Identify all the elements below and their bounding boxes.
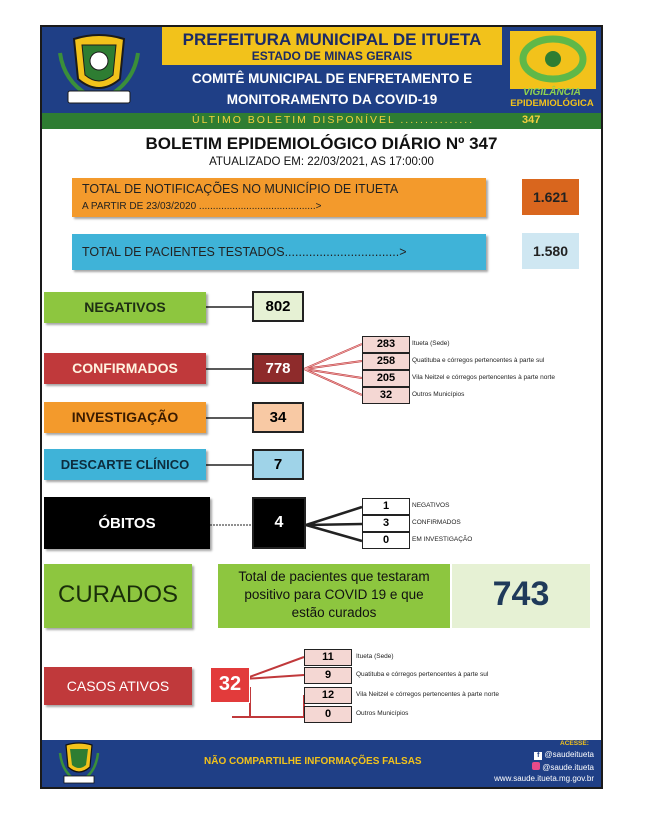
header-state: ESTADO DE MINAS GERAIS	[251, 49, 413, 63]
facebook-handle: @saudeitueta	[544, 750, 594, 759]
active-south-label: Quatituba e córregos pertencentes à parte sul	[356, 671, 489, 678]
confirmed-north-label: Vila Neitzel e córregos pertencentes à parte norte	[412, 374, 555, 381]
tested-label: TOTAL DE PACIENTES TESTADOS.................................>	[82, 245, 407, 259]
last-bulletin-number: 347	[522, 114, 541, 126]
bulletin-updated: ATUALIZADO EM: 22/03/2021, AS 17:00:00	[209, 156, 434, 168]
deaths-investigation-label: EM INVESTIGAÇÃO	[412, 536, 473, 543]
cured-description: Total de pacientes que testaram positivo para COVID 19 e que estão curados	[238, 569, 430, 620]
deaths-value: 4	[252, 497, 306, 549]
active-other-value: 0	[304, 706, 352, 723]
confirmed-south-value: 258	[362, 353, 410, 370]
instagram-handle: @saude.itueta	[542, 763, 594, 772]
active-north-value: 12	[304, 687, 352, 704]
header-committee-line2: MONITORAMENTO DA COVID-19	[226, 92, 438, 107]
deaths-negative-value: 1	[362, 498, 410, 515]
confirmed-other-label: Outros Municípios	[412, 391, 465, 398]
confirmed-value: 778	[252, 353, 304, 384]
active-north-label: Vila Neitzel e córregos pertencentes à parte norte	[356, 691, 499, 698]
bulletin-frame	[40, 25, 603, 789]
notifications-value: 1.621	[522, 179, 579, 215]
active-value: 32	[210, 667, 250, 703]
cured-label: CURADOS	[57, 581, 178, 608]
active-sede-value: 11	[304, 649, 352, 666]
footer-instagram[interactable]	[482, 762, 594, 772]
logo-text-epidemiologica: EPIDEMIOLÓGICA	[510, 98, 594, 109]
active-label: CASOS ATIVOS	[66, 678, 170, 694]
confirmed-sede-value: 283	[362, 336, 410, 353]
active-other-label: Outros Municípios	[356, 710, 409, 717]
instagram-icon	[532, 762, 540, 770]
deaths-confirmed-value: 3	[362, 515, 410, 532]
confirmed-north-value: 205	[362, 370, 410, 387]
deaths-label: ÓBITOS	[98, 515, 156, 532]
notifications-label-line2: A PARTIR DE 23/03/2020 ..........................................>	[82, 201, 322, 212]
clinical-discard-label: DESCARTE CLÍNICO	[60, 457, 190, 472]
header-committee-line1: COMITÊ MUNICIPAL DE ENFRETAMENTO E	[191, 71, 473, 86]
investigation-label: INVESTIGAÇÃO	[71, 409, 179, 425]
logo-text-vigilancia: VIGILÂNCIA	[523, 87, 581, 98]
confirmed-south-label: Quatituba e córregos pertencentes à parte sul	[412, 357, 545, 364]
footer-warning: NÃO COMPARTILHE INFORMAÇÕES FALSAS	[204, 756, 422, 767]
notifications-label-line1: TOTAL DE NOTIFICAÇÕES NO MUNICÍPIO DE ITUETA	[82, 182, 399, 196]
footer-facebook[interactable]	[482, 750, 594, 760]
confirmed-sede-label: Itueta (Sede)	[412, 340, 450, 347]
footer-acesse: ACESSE:	[560, 740, 589, 747]
tested-value: 1.580	[522, 233, 579, 269]
footer-website[interactable]: www.saude.itueta.mg.gov.br	[494, 774, 594, 783]
deaths-investigation-value: 0	[362, 532, 410, 549]
footer-crest-icon	[58, 741, 100, 785]
bulletin-title: BOLETIM EPIDEMIOLÓGICO DIÁRIO Nº 347	[145, 134, 498, 153]
negatives-value: 802	[252, 291, 304, 322]
deaths-confirmed-label: CONFIRMADOS	[412, 519, 461, 526]
cured-value: 743	[492, 575, 550, 613]
header-title: PREFEITURA MUNICIPAL DE ITUETA	[182, 30, 482, 49]
negatives-label: NEGATIVOS	[84, 299, 166, 315]
confirmed-label: CONFIRMADOS	[72, 360, 178, 376]
confirmed-other-value: 32	[362, 387, 410, 404]
active-sede-label: Itueta (Sede)	[356, 653, 394, 660]
clinical-discard-value: 7	[252, 449, 304, 480]
active-south-value: 9	[304, 667, 352, 684]
last-bulletin-label: ÚLTIMO BOLETIM DISPONÍVEL ...............	[192, 114, 475, 126]
facebook-icon: f	[534, 752, 542, 760]
deaths-negative-label: NEGATIVOS	[412, 502, 450, 509]
investigation-value: 34	[252, 402, 304, 433]
